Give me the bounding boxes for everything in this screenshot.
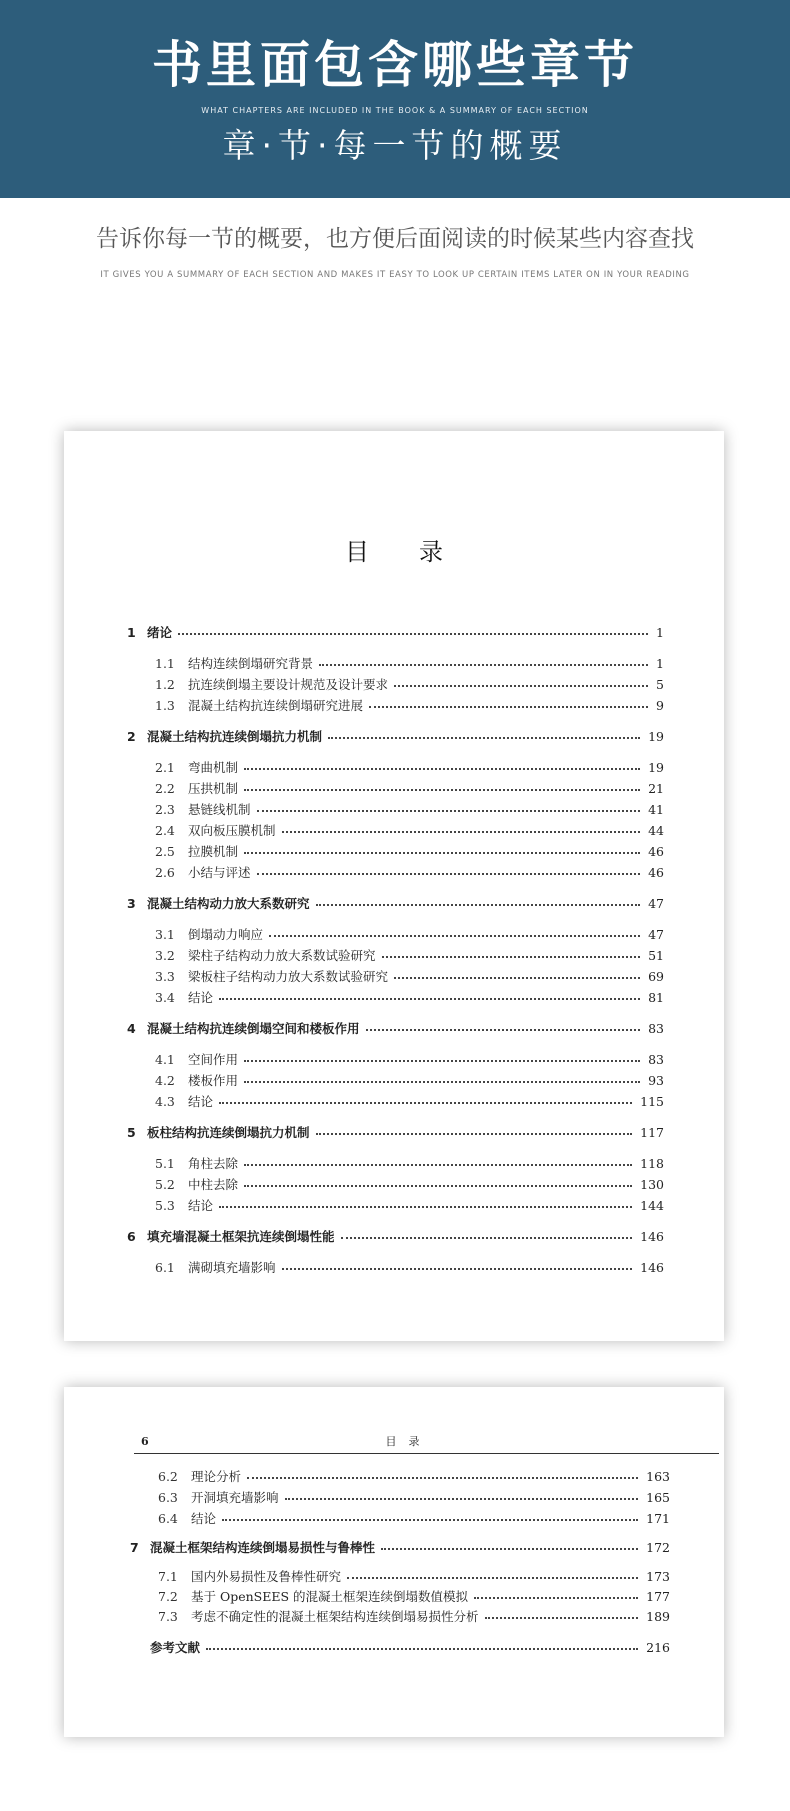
leader-dots — [316, 1133, 633, 1135]
toc-page-1 — [64, 431, 724, 1341]
entry-page: 117 — [640, 1124, 664, 1140]
entry-number: 5 — [127, 1124, 136, 1140]
entry-number: 3.2 — [155, 947, 175, 963]
toc-entry[interactable] — [127, 778, 664, 798]
entry-page: 172 — [646, 1539, 670, 1555]
entry-number: 1.2 — [155, 676, 175, 692]
entry-number: 6.4 — [158, 1510, 178, 1526]
entry-number: 6 — [127, 1228, 136, 1244]
leader-dots — [244, 852, 640, 854]
leader-dots — [328, 737, 640, 739]
toc-entry[interactable] — [127, 1257, 664, 1277]
leader-dots — [316, 904, 641, 906]
toc-entry[interactable] — [127, 893, 664, 913]
toc-entry[interactable] — [127, 1049, 664, 1069]
toc-entry[interactable] — [127, 987, 664, 1007]
toc-entry[interactable] — [127, 695, 664, 715]
entry-label: 开洞填充墙影响 — [191, 1490, 279, 1505]
entry-page: 81 — [648, 989, 664, 1005]
entry-page: 163 — [646, 1468, 670, 1484]
entry-number: 4.1 — [155, 1051, 175, 1067]
toc-entry[interactable] — [127, 1153, 664, 1173]
entry-label: 绪论 — [147, 625, 173, 640]
toc-entry[interactable] — [127, 757, 664, 777]
leader-dots — [257, 873, 641, 875]
entry-page: 46 — [648, 843, 664, 859]
entry-page: 83 — [648, 1051, 664, 1067]
entry-number: 2.6 — [155, 864, 175, 880]
entry-page: 21 — [648, 780, 664, 796]
leader-dots — [381, 1548, 638, 1550]
leader-dots — [222, 1519, 638, 1521]
entry-number: 5.2 — [155, 1176, 175, 1192]
toc-entry[interactable] — [127, 622, 664, 642]
leader-dots — [247, 1477, 638, 1479]
entry-page: 146 — [640, 1259, 664, 1275]
entry-page: 118 — [640, 1155, 664, 1171]
leader-dots — [282, 831, 641, 833]
entry-label: 弯曲机制 — [188, 760, 239, 775]
header-banner — [0, 0, 790, 198]
entry-number: 7.3 — [158, 1608, 178, 1624]
toc-entry[interactable] — [127, 841, 664, 861]
entry-label: 理论分析 — [191, 1469, 242, 1484]
toc-entry[interactable] — [127, 1195, 664, 1215]
header-title: 目录 — [385, 1435, 432, 1448]
entry-number: 3.3 — [155, 968, 175, 984]
entry-page: 144 — [640, 1197, 664, 1213]
entry-page: 41 — [648, 801, 664, 817]
toc-entry[interactable] — [127, 924, 664, 944]
entry-label: 参考文献 — [150, 1640, 201, 1655]
entry-label: 混凝土结构抗连续倒塌抗力机制 — [147, 729, 323, 744]
entry-page: 171 — [646, 1510, 670, 1526]
leader-dots — [244, 789, 640, 791]
entry-number: 1.1 — [155, 655, 175, 671]
entry-number: 6.2 — [158, 1468, 178, 1484]
toc-entry[interactable] — [127, 945, 664, 965]
leader-dots — [244, 1081, 640, 1083]
entry-page: 5 — [656, 676, 664, 692]
entry-page: 19 — [648, 759, 664, 775]
toc-entry[interactable] — [127, 674, 664, 694]
entry-number: 1.3 — [155, 697, 175, 713]
entry-label: 结构连续倒塌研究背景 — [188, 656, 314, 671]
entry-number: 1 — [127, 624, 136, 640]
entry-number: 4.2 — [155, 1072, 175, 1088]
entry-label: 抗连续倒塌主要设计规范及设计要求 — [188, 677, 389, 692]
toc-entry[interactable] — [130, 1466, 670, 1486]
entry-number: 7.2 — [158, 1588, 178, 1604]
toc-entry[interactable] — [127, 653, 664, 673]
entry-number: 3 — [127, 895, 136, 911]
entry-number: 7.1 — [158, 1568, 178, 1584]
entry-page: 44 — [648, 822, 664, 838]
entry-page: 9 — [656, 697, 664, 713]
entry-page: 19 — [648, 728, 664, 744]
entry-page: 115 — [640, 1093, 664, 1109]
entry-page: 1 — [656, 655, 664, 671]
leader-dots — [319, 664, 648, 666]
entry-label: 楼板作用 — [188, 1073, 239, 1088]
entry-number: 2.4 — [155, 822, 175, 838]
entry-page: 46 — [648, 864, 664, 880]
toc-title: 目录 — [345, 538, 493, 566]
entry-number: 3.4 — [155, 989, 175, 1005]
tagline-en: IT GIVES YOU A SUMMARY OF EACH SECTION AND MAKES IT EASY TO LOOK UP CERTAIN ITEMS LATER ON IN YOUR READING — [100, 270, 690, 280]
entry-page: 189 — [646, 1608, 670, 1624]
entry-label: 混凝土结构抗连续倒塌空间和楼板作用 — [147, 1021, 360, 1036]
leader-dots — [282, 1268, 633, 1270]
leader-dots — [244, 1060, 640, 1062]
entry-label: 悬链线机制 — [188, 802, 251, 817]
toc-entry[interactable] — [127, 966, 664, 986]
entry-label: 混凝土结构动力放大系数研究 — [147, 896, 310, 911]
toc-entry[interactable] — [130, 1537, 670, 1557]
entry-label: 中柱去除 — [188, 1177, 239, 1192]
entry-label: 结论 — [191, 1511, 217, 1526]
entry-page: 47 — [648, 895, 664, 911]
leader-dots — [244, 768, 640, 770]
toc-entry[interactable] — [130, 1508, 670, 1528]
header-page-number: 6 — [141, 1434, 149, 1448]
entry-number: 5.3 — [155, 1197, 175, 1213]
entry-page: 130 — [640, 1176, 664, 1192]
entry-label: 双向板压膜机制 — [188, 823, 276, 838]
entry-number: 2.2 — [155, 780, 175, 796]
entry-label: 空间作用 — [188, 1052, 239, 1067]
entry-label: 角柱去除 — [188, 1156, 239, 1171]
entry-label: 考虑不确定性的混凝土框架结构连续倒塌易损性分析 — [191, 1609, 479, 1624]
entry-page: 177 — [646, 1588, 670, 1604]
entry-number: 7 — [130, 1539, 139, 1555]
entry-page: 165 — [646, 1489, 670, 1505]
entry-label: 小结与评述 — [188, 865, 251, 880]
toc-entry[interactable] — [127, 1226, 664, 1246]
entry-label: 结论 — [188, 1094, 214, 1109]
banner-subtitle-en: WHAT CHAPTERS ARE INCLUDED IN THE BOOK & A SUMMARY OF EACH SECTION — [201, 106, 589, 115]
entry-label: 填充墙混凝土框架抗连续倒塌性能 — [147, 1229, 335, 1244]
entry-label: 满砌填充墙影响 — [188, 1260, 276, 1275]
entry-label: 梁板柱子结构动力放大系数试验研究 — [188, 969, 389, 984]
entry-number: 6.1 — [155, 1259, 175, 1275]
entry-page: 173 — [646, 1568, 670, 1584]
leader-dots — [382, 956, 641, 958]
leader-dots — [244, 1185, 632, 1187]
toc-entry[interactable] — [127, 820, 664, 840]
entry-label: 结论 — [188, 1198, 214, 1213]
entry-number: 2 — [127, 728, 136, 744]
banner-title: 书里面包含哪些章节 — [152, 35, 638, 94]
entry-label: 拉膜机制 — [188, 844, 239, 859]
toc-entry[interactable] — [127, 726, 664, 746]
entry-label: 倒塌动力响应 — [188, 927, 264, 942]
entry-label: 基于 OpenSEES 的混凝土框架连续倒塌数值模拟 — [191, 1589, 469, 1604]
entry-page: 69 — [648, 968, 664, 984]
leader-dots — [257, 810, 641, 812]
entry-page: 93 — [648, 1072, 664, 1088]
entry-label: 压拱机制 — [188, 781, 239, 796]
entry-page: 1 — [656, 624, 664, 640]
running-header — [141, 1431, 716, 1451]
toc-entry[interactable] — [130, 1637, 670, 1657]
leader-dots — [285, 1498, 639, 1500]
entry-page: 216 — [646, 1639, 670, 1655]
entry-label: 混凝土框架结构连续倒塌易损性与鲁棒性 — [150, 1540, 376, 1555]
leader-dots — [394, 977, 640, 979]
tagline-cn: 告诉你每一节的概要，也方便后面阅读的时候某些内容查找 — [96, 226, 694, 252]
toc-entry[interactable] — [130, 1487, 670, 1507]
toc-entry[interactable] — [130, 1566, 670, 1586]
leader-dots — [219, 998, 640, 1000]
toc-entry[interactable] — [130, 1586, 670, 1606]
toc-entry[interactable] — [127, 1174, 664, 1194]
leader-dots — [219, 1206, 632, 1208]
entry-number: 4 — [127, 1020, 136, 1036]
leader-dots — [347, 1577, 638, 1579]
entry-label: 板柱结构抗连续倒塌抗力机制 — [147, 1125, 310, 1140]
toc-entry[interactable] — [127, 862, 664, 882]
leader-dots — [219, 1102, 632, 1104]
header-rule — [134, 1453, 719, 1454]
toc-page-2 — [64, 1387, 724, 1737]
entry-number: 2.3 — [155, 801, 175, 817]
entry-number: 4.3 — [155, 1093, 175, 1109]
entry-number: 3.1 — [155, 926, 175, 942]
leader-dots — [244, 1164, 632, 1166]
entry-number: 5.1 — [155, 1155, 175, 1171]
leader-dots — [341, 1237, 633, 1239]
entry-number: 6.3 — [158, 1489, 178, 1505]
leader-dots — [369, 706, 648, 708]
toc-entry[interactable] — [127, 1091, 664, 1111]
leader-dots — [206, 1648, 638, 1650]
entry-label: 梁柱子结构动力放大系数试验研究 — [188, 948, 376, 963]
leader-dots — [394, 685, 648, 687]
entry-page: 51 — [648, 947, 664, 963]
entry-number: 2.5 — [155, 843, 175, 859]
toc-entry[interactable] — [127, 1070, 664, 1090]
entry-label: 国内外易损性及鲁棒性研究 — [191, 1569, 342, 1584]
leader-dots — [366, 1029, 641, 1031]
entry-number: 2.1 — [155, 759, 175, 775]
entry-page: 83 — [648, 1020, 664, 1036]
entry-page: 47 — [648, 926, 664, 942]
banner-subtitle-cn: 章·节·每一节的概要 — [222, 126, 568, 165]
leader-dots — [178, 633, 648, 635]
leader-dots — [474, 1597, 638, 1599]
entry-label: 结论 — [188, 990, 214, 1005]
toc-entry[interactable] — [127, 799, 664, 819]
leader-dots — [485, 1617, 639, 1619]
leader-dots — [269, 935, 640, 937]
toc-entry[interactable] — [130, 1606, 670, 1626]
entry-page: 146 — [640, 1228, 664, 1244]
entry-label: 混凝土结构抗连续倒塌研究进展 — [188, 698, 364, 713]
toc-entry[interactable] — [127, 1018, 664, 1038]
toc-entry[interactable] — [127, 1122, 664, 1142]
